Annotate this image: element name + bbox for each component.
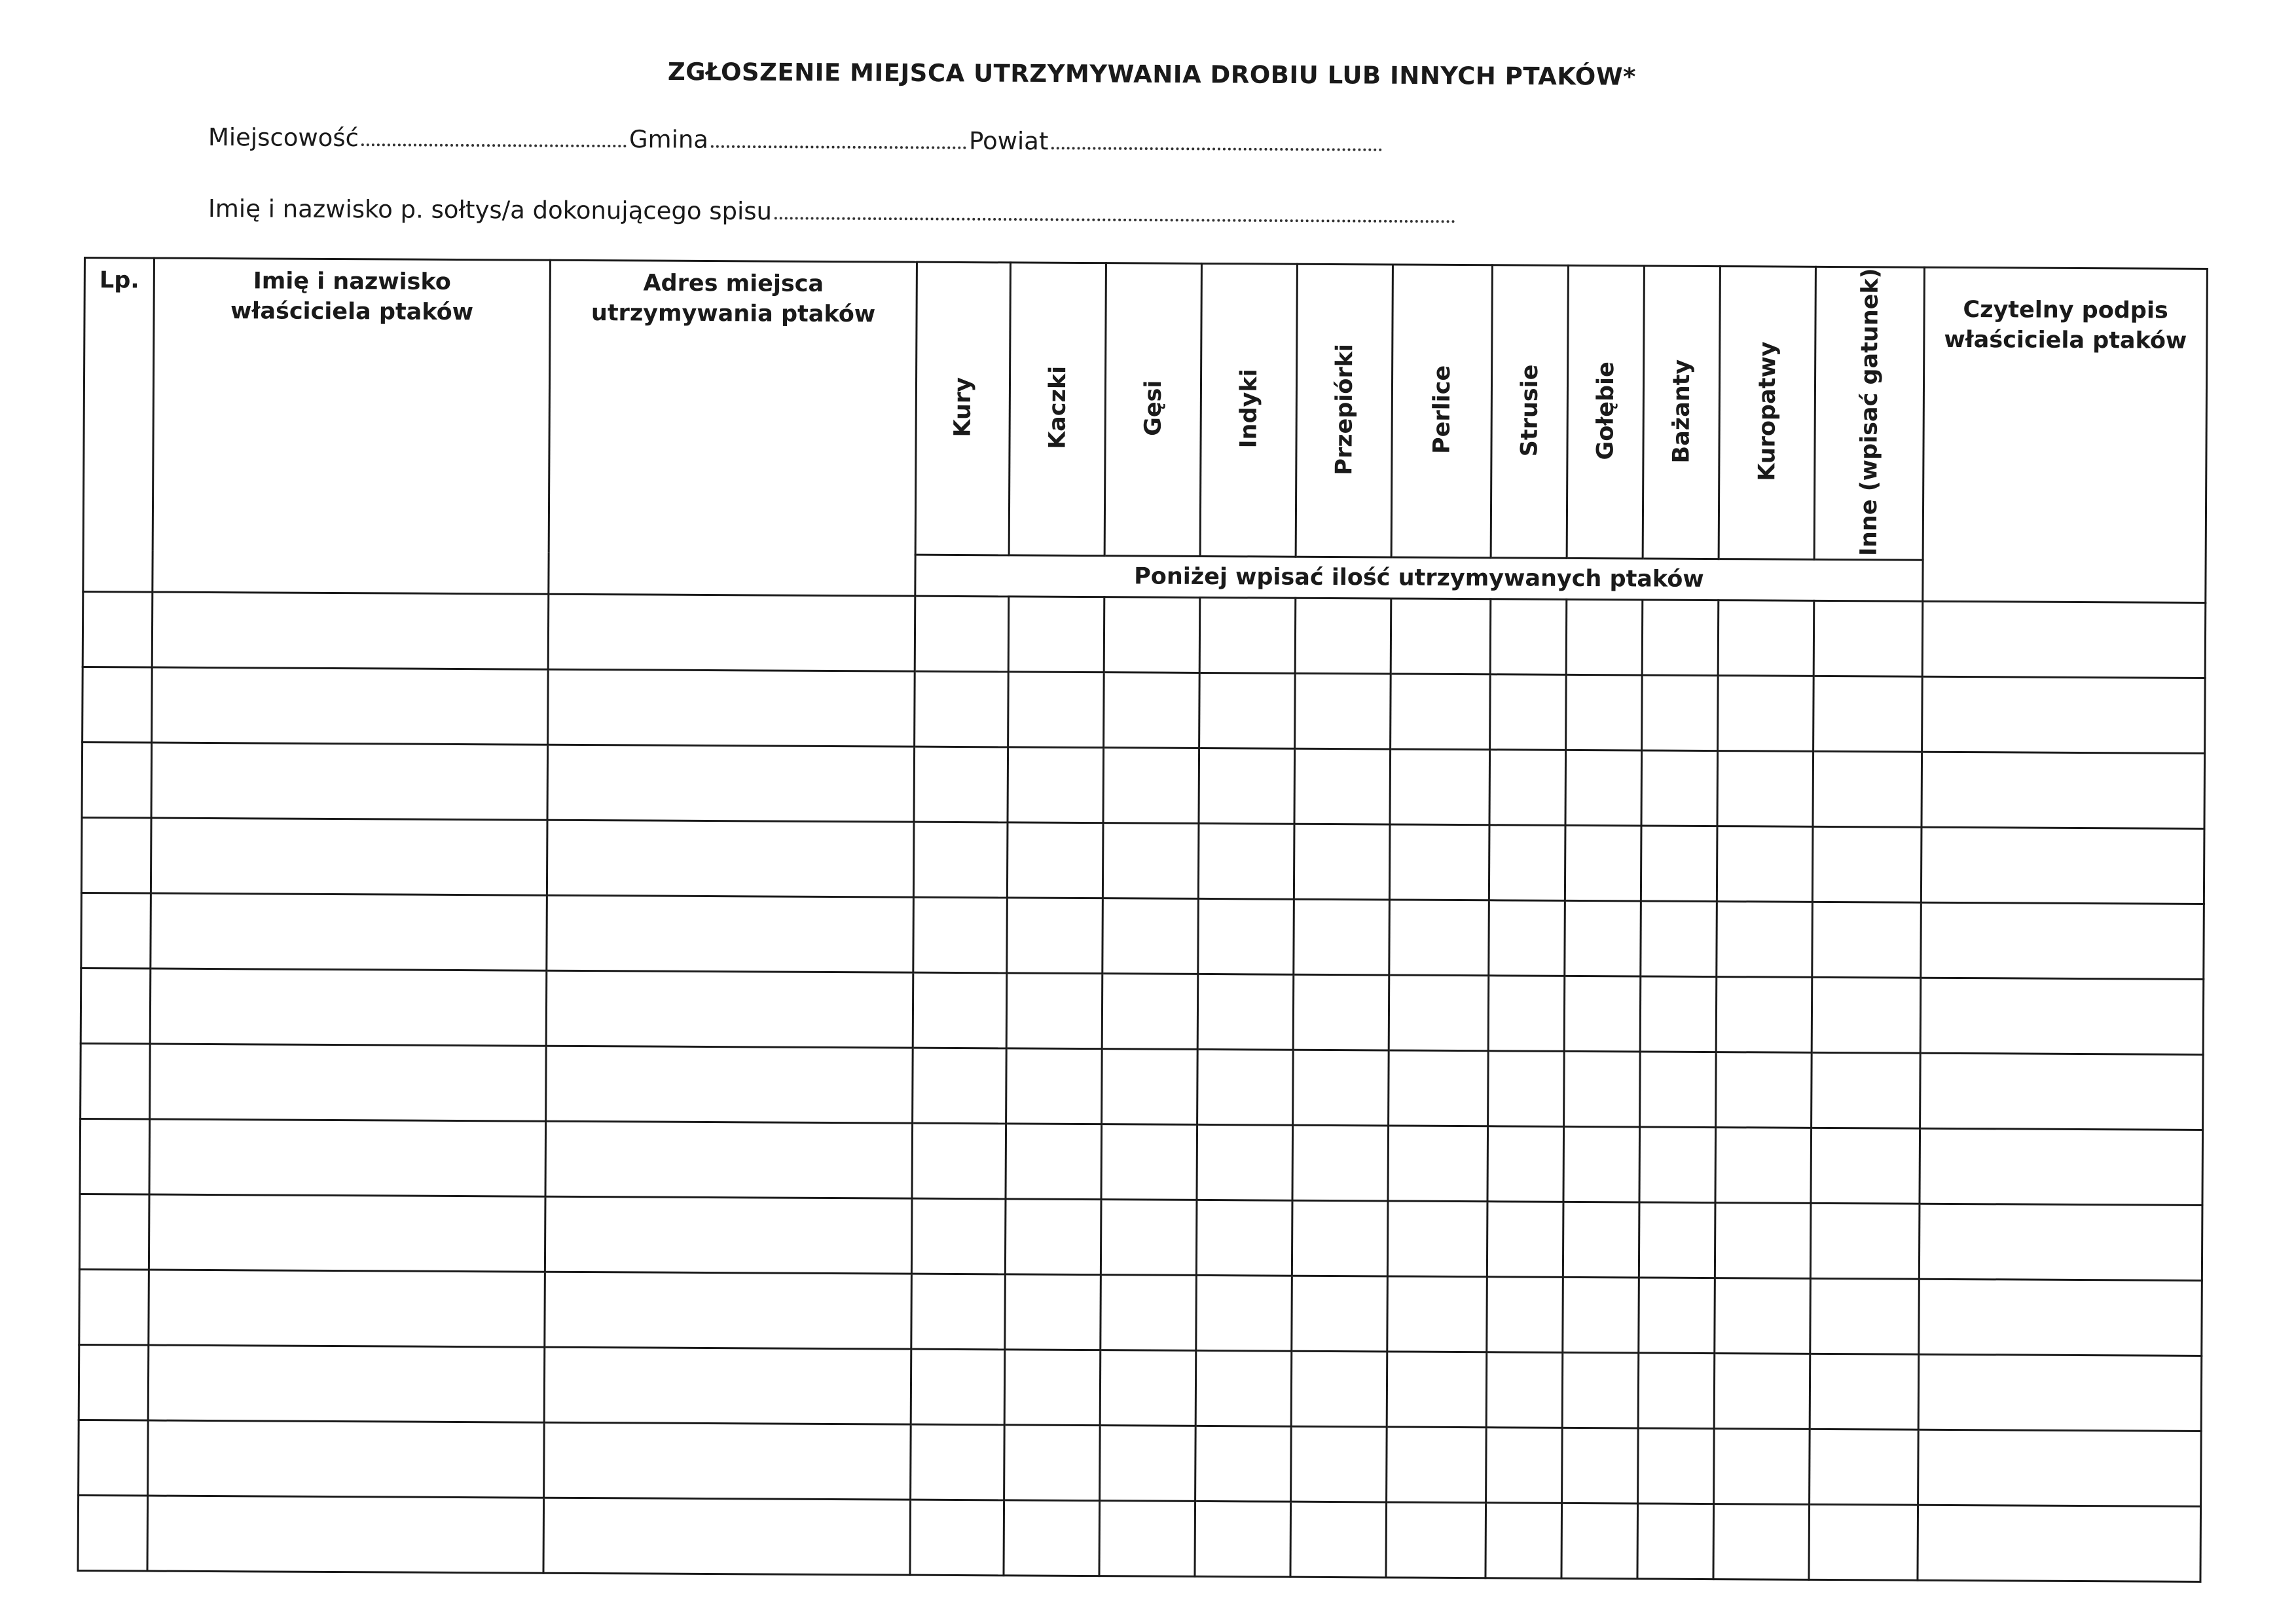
table-cell[interactable] <box>915 671 1009 747</box>
table-cell[interactable] <box>1104 597 1200 673</box>
header-bird-label: Przepiórki <box>1330 343 1358 475</box>
table-cell[interactable] <box>1100 1425 1196 1501</box>
table-cell[interactable] <box>547 895 914 972</box>
table-cell[interactable] <box>1199 597 1296 673</box>
table-cell[interactable] <box>1486 1352 1563 1428</box>
header-owner-name-text: Imię i nazwisko właściciela ptaków <box>230 268 474 326</box>
table-cell[interactable] <box>1102 1048 1198 1124</box>
table-cell[interactable] <box>1563 1277 1639 1353</box>
table-cell[interactable] <box>1637 1504 1714 1579</box>
header-address-text: Adres miejsca utrzymywania ptaków <box>591 270 876 328</box>
table-cell[interactable] <box>1101 1199 1197 1275</box>
table-cell[interactable] <box>1810 1278 1920 1354</box>
table-cell[interactable] <box>152 667 549 745</box>
table-row <box>81 817 2204 904</box>
table-cell[interactable] <box>1292 1125 1389 1201</box>
table-cell[interactable] <box>151 818 547 895</box>
table-cell[interactable] <box>1195 1426 1292 1502</box>
powiat-field[interactable] <box>1051 128 1381 151</box>
table-cell[interactable] <box>149 1270 545 1347</box>
header-signature <box>1923 267 2208 602</box>
table-cell[interactable] <box>1642 600 1719 676</box>
table-cell[interactable] <box>1812 977 1921 1053</box>
header-bird-label: Perlice <box>1428 365 1455 454</box>
table-cell[interactable] <box>546 1046 913 1123</box>
header-bird-6 <box>1491 265 1568 558</box>
table-cell[interactable] <box>1008 672 1104 748</box>
table-cell[interactable] <box>1641 750 1718 826</box>
table-cell[interactable] <box>1489 900 1565 976</box>
table-cell[interactable] <box>1485 1503 1562 1579</box>
table-cell[interactable] <box>912 1123 1006 1199</box>
table-cell[interactable] <box>1813 751 1922 827</box>
table-cell[interactable] <box>78 1495 148 1571</box>
miejscowosc-field[interactable] <box>361 125 627 147</box>
table-cell[interactable] <box>1922 676 2206 753</box>
table-cell[interactable] <box>1918 1354 2202 1431</box>
table-cell[interactable] <box>1922 752 2205 828</box>
table-cell[interactable] <box>1809 1504 1918 1580</box>
header-signature-text: Czytelny podpis właściciela ptaków <box>1944 297 2187 354</box>
table-cell[interactable] <box>913 972 1007 1048</box>
miejscowosc-label: Miejscowość <box>208 123 359 153</box>
table-cell[interactable] <box>81 893 151 969</box>
soltys-line <box>208 194 1458 229</box>
table-cell[interactable] <box>1918 1505 2201 1581</box>
table-cell[interactable] <box>1389 975 1489 1051</box>
table-cell[interactable] <box>79 1194 149 1270</box>
table-cell[interactable] <box>544 1347 911 1424</box>
table-cell[interactable] <box>1640 1052 1717 1128</box>
table-cell[interactable] <box>1006 973 1102 1049</box>
table-cell[interactable] <box>911 1274 1006 1350</box>
table-cell[interactable] <box>1490 674 1567 750</box>
table-row <box>79 1194 2202 1280</box>
header-bird-8 <box>1643 266 1720 559</box>
header-bird-label: Kuropatwy <box>1753 341 1781 482</box>
table-cell[interactable] <box>1487 1277 1563 1353</box>
table-cell[interactable] <box>1387 1201 1487 1277</box>
table-cell[interactable] <box>1005 1274 1101 1350</box>
table-cell[interactable] <box>1198 898 1294 974</box>
header-bird-label: Bażanty <box>1667 359 1695 464</box>
table-cell[interactable] <box>913 897 1008 973</box>
table-cell[interactable] <box>914 747 1008 822</box>
gmina-field[interactable] <box>711 127 966 149</box>
table-cell[interactable] <box>79 1344 149 1420</box>
table-cell[interactable] <box>544 1422 911 1500</box>
table-cell[interactable] <box>1293 1050 1389 1126</box>
form-title: ZGŁOSZENIE MIEJSCA UTRZYMYWANIA DROBIU LUB INNYCH PTAKÓW* <box>667 58 1637 91</box>
table-cell[interactable] <box>548 669 915 747</box>
table-row <box>81 968 2204 1054</box>
table-cell[interactable] <box>150 1044 547 1121</box>
table-cell[interactable] <box>1005 1199 1101 1275</box>
table-cell[interactable] <box>1295 598 1391 674</box>
table-cell[interactable] <box>1102 898 1199 974</box>
table-cell[interactable] <box>1716 1052 1812 1128</box>
table-cell[interactable] <box>1389 900 1489 976</box>
registry-table-wrap <box>77 257 2208 1583</box>
table-cell[interactable] <box>1294 899 1390 975</box>
table-cell[interactable] <box>149 1194 545 1272</box>
table-cell[interactable] <box>1920 978 2204 1054</box>
table-cell[interactable] <box>148 1345 545 1422</box>
table-row <box>82 667 2206 753</box>
table-cell[interactable] <box>82 742 152 818</box>
table-cell[interactable] <box>1922 601 2206 678</box>
table-cell[interactable] <box>1004 1425 1101 1501</box>
table-cell[interactable] <box>1294 824 1390 900</box>
table-cell[interactable] <box>1100 1350 1196 1426</box>
table-cell[interactable] <box>1486 1428 1563 1504</box>
table-cell[interactable] <box>79 1420 149 1496</box>
table-cell[interactable] <box>1812 902 1922 978</box>
table-cell[interactable] <box>1919 1204 2202 1280</box>
header-bird-2 <box>1104 263 1201 557</box>
header-bird-7 <box>1567 265 1644 558</box>
table-cell[interactable] <box>1007 898 1103 974</box>
header-owner-name <box>153 258 551 594</box>
table-cell[interactable] <box>1197 1049 1294 1125</box>
header-bird-10 <box>1814 267 1924 560</box>
table-cell[interactable] <box>545 1272 912 1349</box>
table-cell[interactable] <box>910 1500 1004 1576</box>
table-cell[interactable] <box>548 594 915 671</box>
table-cell[interactable] <box>1198 823 1294 899</box>
table-cell[interactable] <box>1490 599 1567 675</box>
table-cell[interactable] <box>1007 822 1103 898</box>
table-cell[interactable] <box>1387 1352 1487 1428</box>
table-cell[interactable] <box>1563 1126 1640 1202</box>
table-cell[interactable] <box>547 745 915 822</box>
table-row <box>81 893 2204 979</box>
table-cell[interactable] <box>1293 974 1389 1050</box>
table-cell[interactable] <box>1389 824 1489 900</box>
table-cell[interactable] <box>1390 749 1490 825</box>
table-cell[interactable] <box>1388 1126 1488 1202</box>
table-cell[interactable] <box>1718 675 1814 751</box>
header-bird-1 <box>1009 263 1106 556</box>
table-cell[interactable] <box>1291 1351 1387 1427</box>
header-row <box>83 258 2207 562</box>
soltys-label: Imię i nazwisko p. sołtys/a dokonującego spisu <box>208 194 773 226</box>
table-cell[interactable] <box>1195 1350 1292 1426</box>
table-cell[interactable] <box>1565 750 1642 826</box>
table-cell[interactable] <box>1391 674 1491 750</box>
table-cell[interactable] <box>1810 1354 1919 1430</box>
table-cell[interactable] <box>1292 1200 1388 1276</box>
table-cell[interactable] <box>1292 1276 1388 1352</box>
header-bird-label: Strusie <box>1516 364 1543 456</box>
table-cell[interactable] <box>546 970 913 1048</box>
table-cell[interactable] <box>1487 1202 1563 1278</box>
header-address <box>549 260 917 596</box>
table-cell[interactable] <box>1199 673 1296 748</box>
location-line <box>208 123 1385 157</box>
table-cell[interactable] <box>911 1349 1005 1425</box>
table-row <box>80 1118 2203 1205</box>
table-cell[interactable] <box>1920 1128 2203 1205</box>
table-cell[interactable] <box>1640 976 1717 1052</box>
table-cell[interactable] <box>1197 1124 1293 1200</box>
table-cell[interactable] <box>1196 1275 1292 1351</box>
table-cell[interactable] <box>1101 1124 1197 1200</box>
table-cell[interactable] <box>1714 1428 1810 1504</box>
table-cell[interactable] <box>1714 1353 1810 1429</box>
table-cell[interactable] <box>81 968 151 1044</box>
table-cell[interactable] <box>1919 1279 2202 1356</box>
table-cell[interactable] <box>1099 1500 1195 1576</box>
table-cell[interactable] <box>1290 1502 1387 1578</box>
table-cell[interactable] <box>82 667 153 743</box>
table-cell[interactable] <box>1102 973 1198 1049</box>
table-cell[interactable] <box>1639 1127 1716 1203</box>
table-cell[interactable] <box>1004 1350 1101 1426</box>
table-cell[interactable] <box>1565 900 1641 976</box>
table-cell[interactable] <box>150 969 547 1046</box>
table-cell[interactable] <box>1642 675 1719 751</box>
table-cell[interactable] <box>81 1043 151 1119</box>
table-cell[interactable] <box>545 1121 913 1198</box>
table-cell[interactable] <box>1812 1052 1921 1128</box>
table-cell[interactable] <box>1810 1429 1919 1505</box>
table-cell[interactable] <box>1386 1502 1486 1578</box>
table-cell[interactable] <box>79 1269 149 1345</box>
table-cell[interactable] <box>1812 826 1922 902</box>
table-cell[interactable] <box>151 893 547 970</box>
header-lp: Lp. <box>83 258 155 592</box>
table-cell[interactable] <box>1008 747 1104 823</box>
header-bird-5 <box>1391 265 1492 558</box>
table-cell[interactable] <box>1641 901 1717 977</box>
table-cell[interactable] <box>1813 600 1923 676</box>
table-cell[interactable] <box>1101 1274 1197 1350</box>
table-cell[interactable] <box>1564 976 1641 1052</box>
table-cell[interactable] <box>1004 1500 1100 1576</box>
gmina-label: Gmina <box>629 125 709 154</box>
table-cell[interactable] <box>1638 1353 1715 1429</box>
table-cell[interactable] <box>1715 1202 1811 1278</box>
header-bird-9 <box>1719 267 1815 560</box>
header-bird-label: Kaczki <box>1044 366 1071 450</box>
table-cell[interactable] <box>1197 974 1294 1050</box>
table-cell[interactable] <box>147 1496 544 1573</box>
table-cell[interactable] <box>913 822 1008 898</box>
table-cell[interactable] <box>1717 901 1813 977</box>
table-cell[interactable] <box>911 1424 1005 1500</box>
table-cell[interactable] <box>151 743 548 820</box>
table-cell[interactable] <box>149 1119 546 1196</box>
table-cell[interactable] <box>1196 1200 1292 1276</box>
table-cell[interactable] <box>547 820 914 897</box>
table-cell[interactable] <box>1811 1128 1920 1204</box>
table-cell[interactable] <box>1717 826 1813 902</box>
table-cell[interactable] <box>1563 1202 1639 1278</box>
table-cell[interactable] <box>911 1198 1006 1274</box>
table-cell[interactable] <box>152 592 549 669</box>
count-note: Poniżej wpisać ilość utrzymywanych ptaków <box>915 555 1923 601</box>
table-cell[interactable] <box>1918 1430 2202 1506</box>
table-cell[interactable] <box>543 1498 911 1575</box>
table-cell[interactable] <box>1921 827 2204 904</box>
table-cell[interactable] <box>1562 1428 1639 1504</box>
table-cell[interactable] <box>1489 750 1566 826</box>
table-cell[interactable] <box>1564 1051 1641 1127</box>
table-cell[interactable] <box>148 1420 545 1498</box>
table-cell[interactable] <box>1562 1352 1639 1428</box>
table-row <box>82 742 2205 828</box>
header-bird-label: Gęsi <box>1140 380 1167 437</box>
table-cell[interactable] <box>1638 1428 1715 1504</box>
header-bird-label: Kury <box>949 377 977 437</box>
table-cell[interactable] <box>81 817 151 893</box>
table-row <box>78 1495 2201 1581</box>
header-bird-4 <box>1296 264 1393 557</box>
table-cell[interactable] <box>915 596 1009 672</box>
table-cell[interactable] <box>1006 1124 1102 1200</box>
table-cell[interactable] <box>1716 976 1812 1052</box>
table-cell[interactable] <box>1813 676 1923 752</box>
table-cell[interactable] <box>1489 825 1565 901</box>
table-cell[interactable] <box>1195 1501 1291 1577</box>
table-cell[interactable] <box>1387 1276 1487 1352</box>
table-row <box>81 1043 2204 1130</box>
table-cell[interactable] <box>1391 599 1491 674</box>
table-row <box>79 1420 2202 1506</box>
soltys-field[interactable] <box>774 198 1455 223</box>
table-cell[interactable] <box>1291 1426 1387 1502</box>
table-cell[interactable] <box>1920 1053 2204 1130</box>
header-bird-label: Inne (wpisać gatunek) <box>1855 268 1884 557</box>
table-cell[interactable] <box>545 1196 912 1274</box>
table-cell[interactable] <box>1488 1051 1565 1127</box>
table-cell[interactable] <box>1104 672 1200 748</box>
table-cell[interactable] <box>1199 748 1295 824</box>
table-cell[interactable] <box>1387 1427 1487 1503</box>
table-cell[interactable] <box>913 1048 1007 1124</box>
table-cell[interactable] <box>1389 1050 1489 1126</box>
table-cell[interactable] <box>1639 1202 1715 1278</box>
table-row <box>82 591 2206 678</box>
table-cell[interactable] <box>82 591 153 667</box>
table-cell[interactable] <box>1717 750 1813 826</box>
table-row <box>79 1269 2202 1356</box>
table-cell[interactable] <box>80 1118 150 1194</box>
header-bird-3 <box>1200 263 1297 557</box>
table-cell[interactable] <box>1921 902 2204 979</box>
table-cell[interactable] <box>1103 747 1199 823</box>
registry-table <box>77 257 2208 1583</box>
table-cell[interactable] <box>1715 1127 1812 1203</box>
table-cell[interactable] <box>1641 826 1717 902</box>
table-row <box>79 1344 2202 1431</box>
table-cell[interactable] <box>1006 1048 1102 1124</box>
table-cell[interactable] <box>1295 673 1391 749</box>
table-cell[interactable] <box>1561 1503 1638 1579</box>
table-cell[interactable] <box>1566 599 1643 675</box>
table-cell[interactable] <box>1810 1203 1920 1279</box>
table-cell[interactable] <box>1566 674 1643 750</box>
header-bird-0 <box>915 262 1010 555</box>
table-cell[interactable] <box>1565 825 1641 901</box>
table-cell[interactable] <box>1488 976 1565 1052</box>
header-bird-label: Gołębie <box>1592 361 1619 460</box>
table-cell[interactable] <box>1718 600 1814 676</box>
table-cell[interactable] <box>1639 1278 1715 1354</box>
header-bird-label: Indyki <box>1235 369 1262 449</box>
table-cell[interactable] <box>1487 1126 1564 1202</box>
table-cell[interactable] <box>1713 1504 1810 1579</box>
table-cell[interactable] <box>1008 597 1104 673</box>
table-cell[interactable] <box>1294 748 1391 824</box>
powiat-label: Powiat <box>968 126 1049 156</box>
table-cell[interactable] <box>1715 1278 1811 1354</box>
table-cell[interactable] <box>1102 822 1199 898</box>
